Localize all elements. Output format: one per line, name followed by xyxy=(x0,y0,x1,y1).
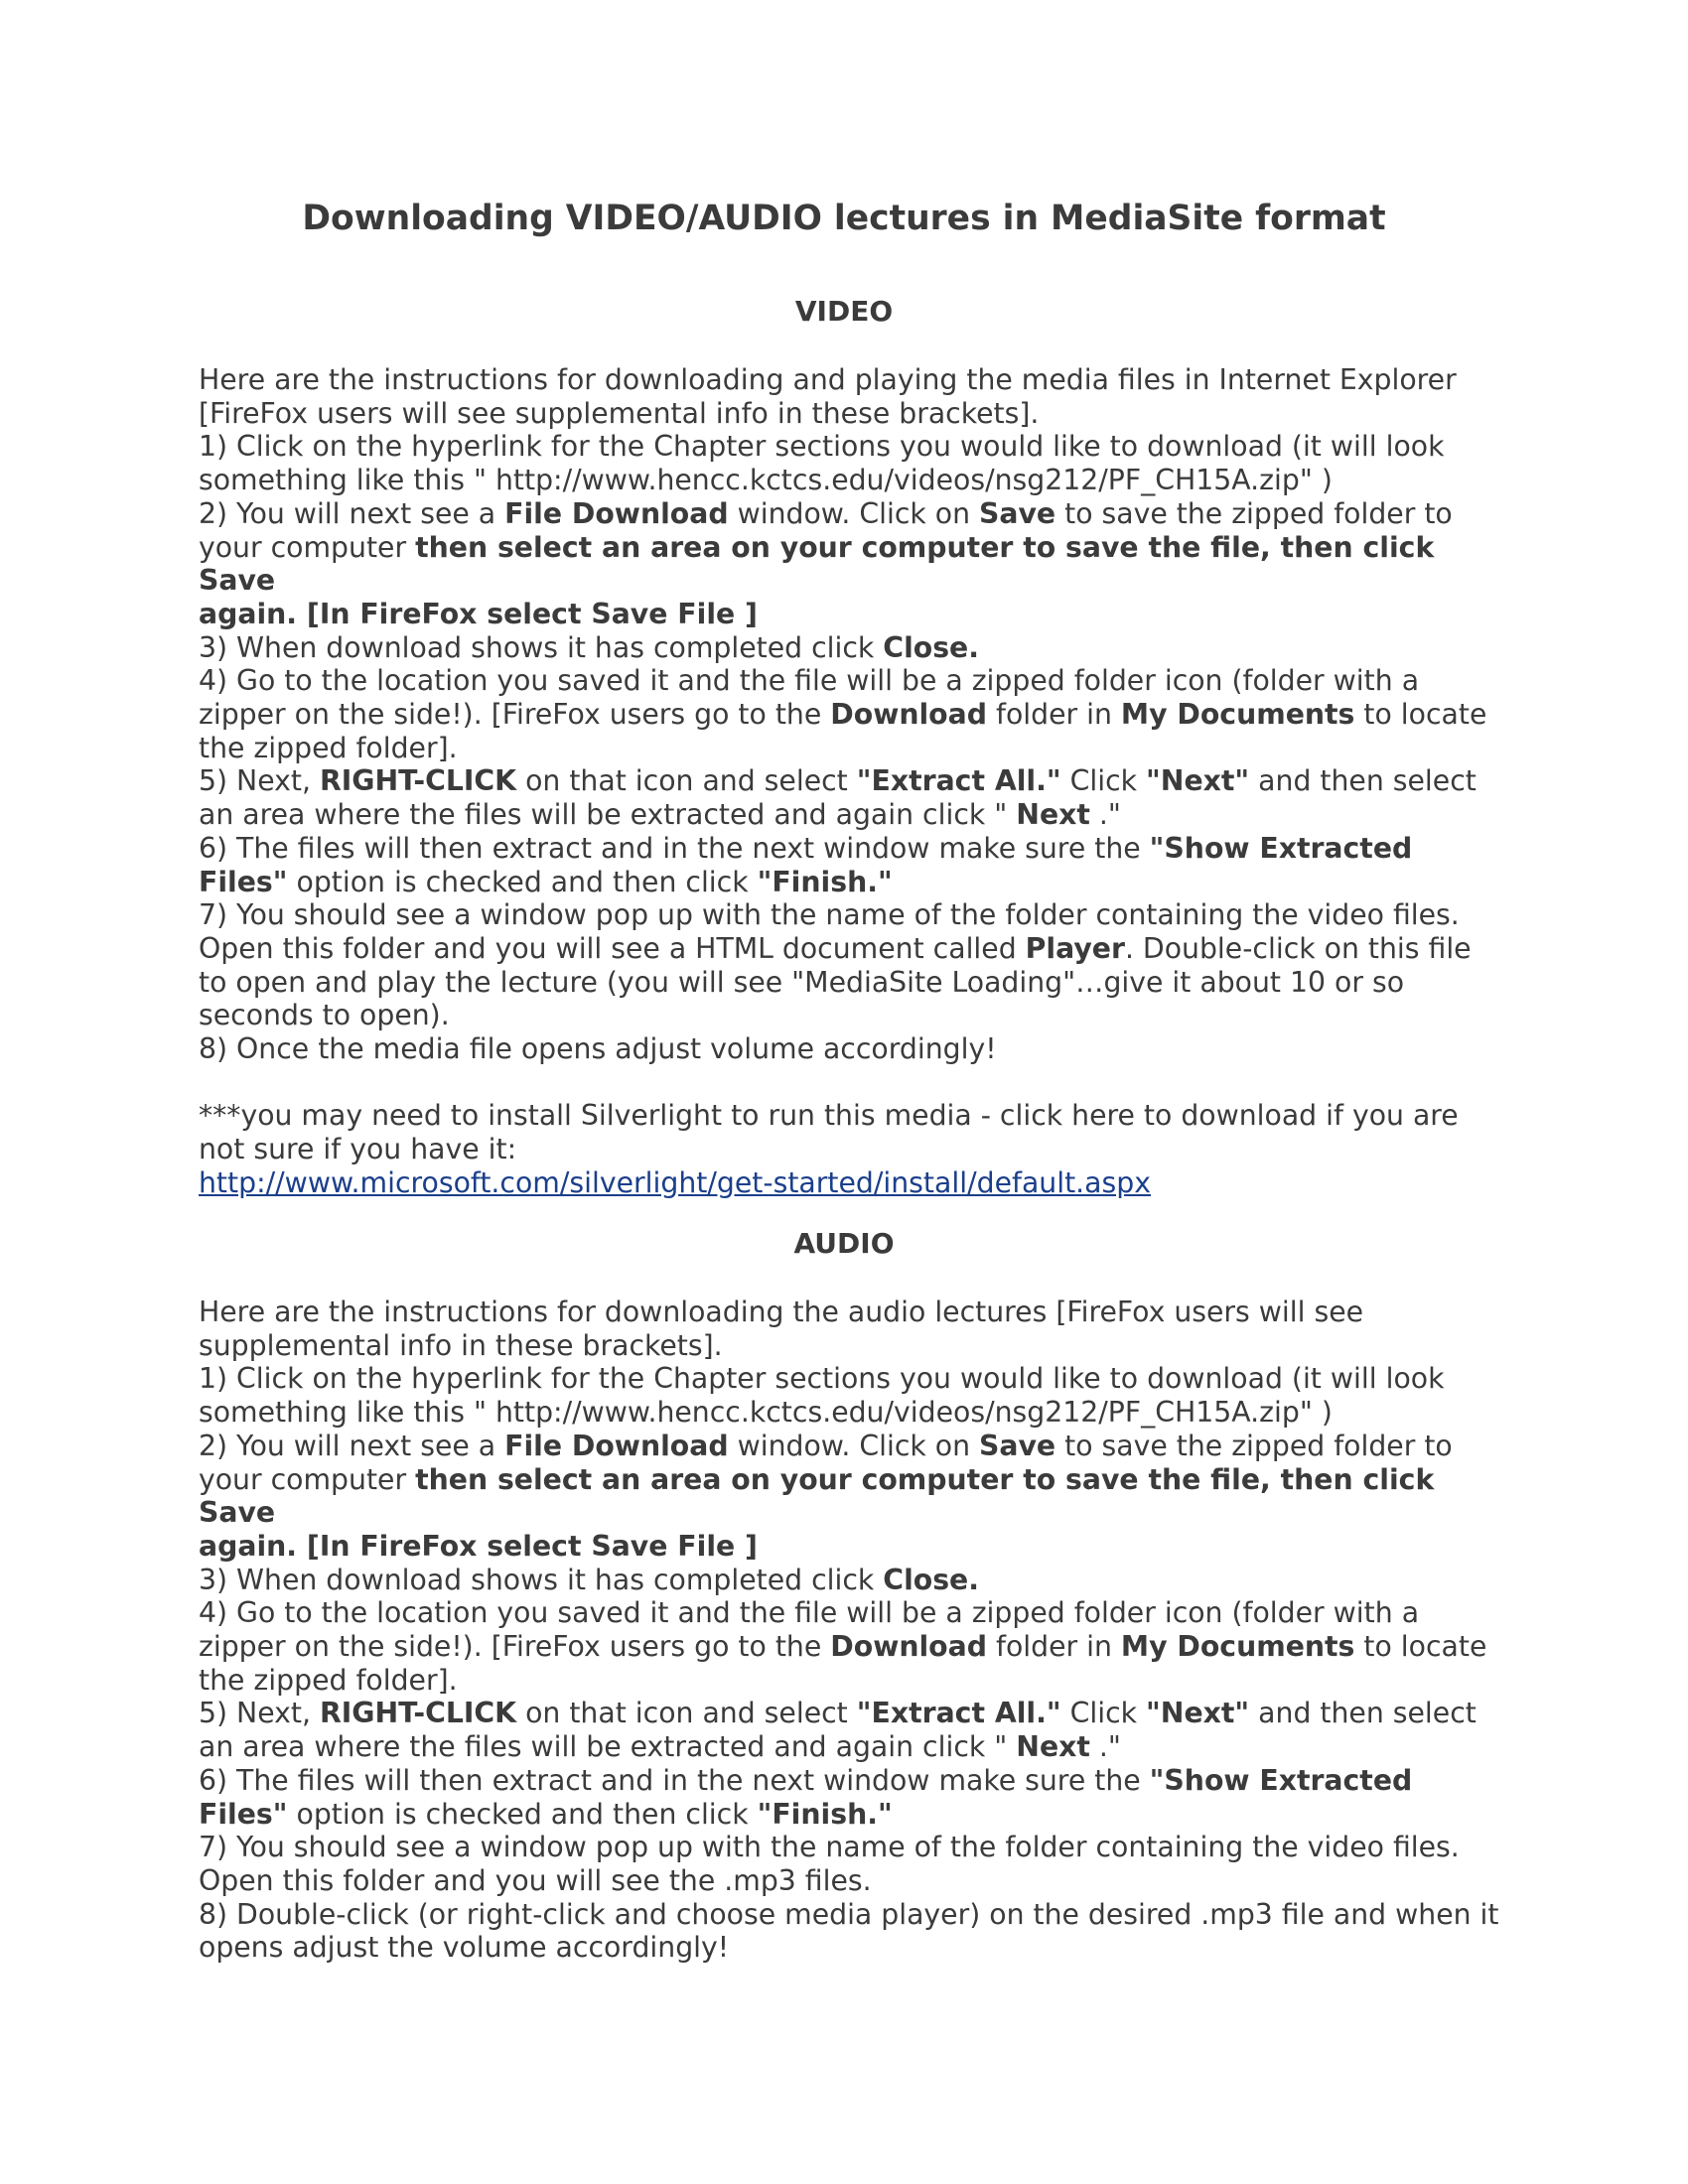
video-heading: VIDEO xyxy=(794,295,894,328)
video-step-1: 1) Click on the hyperlink for the Chapter sections you would like to download (it will look xyxy=(199,430,1445,464)
audio-intro-line: supplemental info in these brackets]. xyxy=(199,1328,723,1362)
video-step-7-cont: Open this folder and you will see a HTML document called Player. Double-click on this file xyxy=(199,931,1472,965)
video-intro-line: [FireFox users will see supplemental info in these brackets]. xyxy=(199,396,1040,430)
audio-step-5-cont: an area where the files will be extracted and again click " Next ." xyxy=(199,1730,1121,1764)
video-step-7: 7) You should see a window pop up with the name of the folder containing the video files. xyxy=(199,898,1460,932)
audio-step-4-cont: the zipped folder]. xyxy=(199,1663,458,1697)
video-step-1-cont: something like this " http://www.hencc.kctcs.edu/videos/nsg212/PF_CH15A.zip" ) xyxy=(199,464,1333,497)
video-step-2-cont: again. [In FireFox select Save File ] xyxy=(199,597,758,630)
audio-step-1: 1) Click on the hyperlink for the Chapter sections you would like to download (it will look xyxy=(199,1362,1445,1396)
audio-intro-line: Here are the instructions for downloading the audio lectures [FireFox users will see xyxy=(199,1296,1364,1328)
video-intro-line: Here are the instructions for downloading and playing the media files in Internet Explorer xyxy=(199,363,1457,396)
video-step-6: 6) The files will then extract and in the next window make sure the "Show Extracted xyxy=(199,831,1413,865)
silverlight-link-line xyxy=(199,1166,1509,1200)
audio-step-6-cont: Files" option is checked and then click "Finish." xyxy=(199,1797,893,1831)
silverlight-download-link[interactable]: http://www.microsoft.com/silverlight/get-started/install/default.aspx xyxy=(199,1165,1151,1199)
video-step-8: 8) Once the media file opens adjust volume accordingly! xyxy=(199,1032,997,1066)
audio-step-2-cont: again. [In FireFox select Save File ] xyxy=(199,1529,758,1563)
audio-step-7: 7) You should see a window pop up with the name of the folder containing the video files. xyxy=(199,1831,1460,1864)
audio-step-4: 4) Go to the location you saved it and the file will be a zipped folder icon (folder with a xyxy=(199,1596,1420,1630)
silverlight-note: ***you may need to install Silverlight to run this media - click here to download if you are xyxy=(199,1099,1459,1133)
audio-instructions xyxy=(199,1296,1509,1965)
video-step-7-cont: to open and play the lecture (you will see "MediaSite Loading"…give it about 10 or so xyxy=(199,965,1405,999)
spacer xyxy=(199,1066,1509,1100)
audio-step-8-cont: opens adjust the volume accordingly! xyxy=(199,1931,730,1965)
video-step-2-cont: your computer then select an area on your computer to save the file, then click Save xyxy=(199,530,1435,598)
video-step-3: 3) When download shows it has completed click Close. xyxy=(199,630,979,664)
audio-step-5: 5) Next, RIGHT-CLICK on that icon and select "Extract All." Click "Next" and then select xyxy=(199,1697,1477,1730)
video-step-6-cont: Files" option is checked and then click "Finish." xyxy=(199,865,893,898)
video-step-2: 2) You will next see a File Download window. Click on Save to save the zipped folder to xyxy=(199,496,1453,530)
page-title: Downloading VIDEO/AUDIO lectures in MediaSite format xyxy=(302,199,1386,238)
video-step-4: 4) Go to the location you saved it and the file will be a zipped folder icon (folder with a xyxy=(199,664,1420,698)
audio-step-1-cont: something like this " http://www.hencc.kctcs.edu/videos/nsg212/PF_CH15A.zip" ) xyxy=(199,1396,1333,1430)
video-step-4-cont: the zipped folder]. xyxy=(199,731,458,764)
audio-step-7-cont: Open this folder and you will see the .mp3 files. xyxy=(199,1863,872,1897)
audio-step-2-cont: your computer then select an area on your computer to save the file, then click Save xyxy=(199,1462,1435,1530)
audio-heading: AUDIO xyxy=(793,1227,895,1260)
video-step-7-cont: seconds to open). xyxy=(199,999,450,1032)
video-instructions xyxy=(199,363,1509,1200)
video-step-5-cont: an area where the files will be extracted and again click " Next ." xyxy=(199,798,1121,832)
video-step-5: 5) Next, RIGHT-CLICK on that icon and select "Extract All." Click "Next" and then select xyxy=(199,764,1477,798)
audio-step-6: 6) The files will then extract and in the next window make sure the "Show Extracted xyxy=(199,1763,1413,1797)
video-step-4-cont: zipper on the side!). [FireFox users go to the Download folder in My Documents to locate xyxy=(199,698,1487,732)
silverlight-note-cont: not sure if you have it: xyxy=(199,1133,517,1166)
audio-step-3: 3) When download shows it has completed click Close. xyxy=(199,1563,979,1596)
audio-step-2: 2) You will next see a File Download window. Click on Save to save the zipped folder to xyxy=(199,1429,1453,1462)
audio-step-8: 8) Double-click (or right-click and choose media player) on the desired .mp3 file and when it xyxy=(199,1897,1499,1931)
audio-step-4-cont: zipper on the side!). [FireFox users go to the Download folder in My Documents to locate xyxy=(199,1630,1487,1664)
